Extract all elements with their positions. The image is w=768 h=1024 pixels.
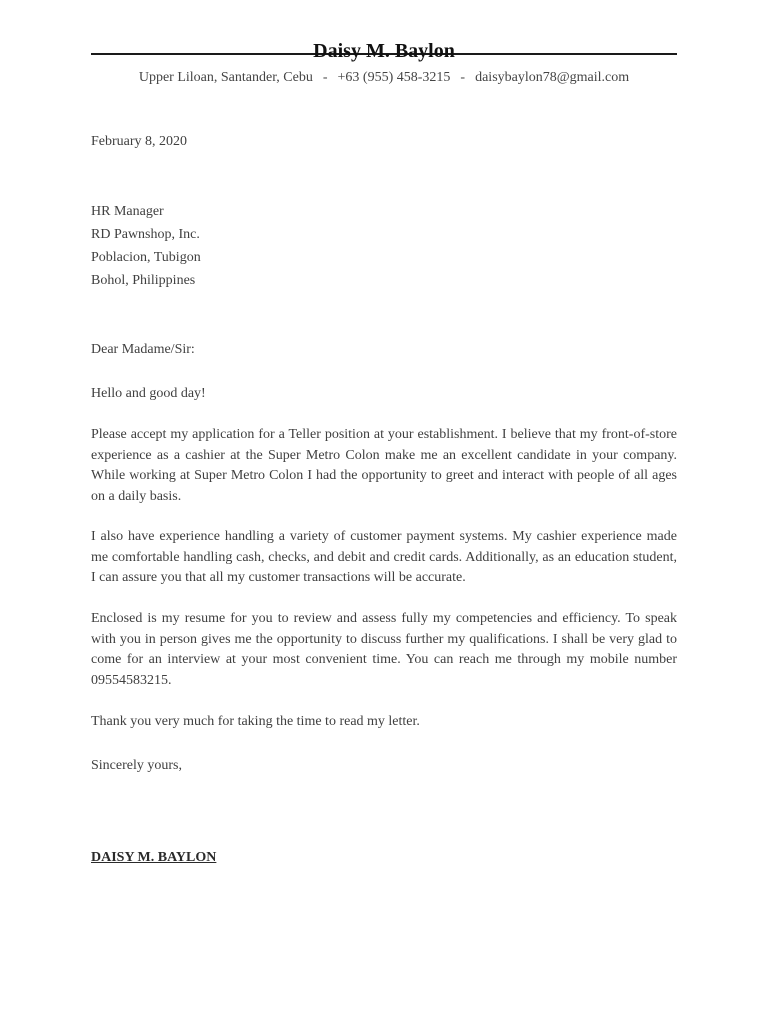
recipient-line: Poblacion, Tubigon xyxy=(91,250,201,265)
thanks-line: Thank you very much for taking the time to read my letter. xyxy=(91,714,420,729)
closing: Sincerely yours, xyxy=(91,758,182,773)
letter-date: February 8, 2020 xyxy=(91,134,188,149)
contact-separator: - xyxy=(460,70,466,85)
recipient-line: HR Manager xyxy=(91,204,164,219)
recipient-line: RD Pawnshop, Inc. xyxy=(91,227,200,242)
letterhead xyxy=(91,38,677,68)
sender-email: daisybaylon78@gmail.com xyxy=(475,70,630,85)
recipient-address xyxy=(91,200,677,292)
salutation: Dear Madame/Sir: xyxy=(91,342,195,357)
sender-name: Daisy M. Baylon xyxy=(313,40,455,62)
recipient-line: Bohol, Philippines xyxy=(91,273,196,288)
body-paragraph-3: Enclosed is my resume for you to review and assess fully my competencies and efficiency. To speak with you in person gives me the opportunity to discuss further my qualifications. I shall be very glad to come for an interview at your most convenient time. You can reach me through my mobile number 09554583215. xyxy=(91,611,677,688)
contact-line xyxy=(91,68,677,88)
sender-address: Upper Liloan, Santander, Cebu xyxy=(138,70,313,85)
contact-separator: - xyxy=(322,70,328,85)
sender-phone: +63 (955) 458-3215 xyxy=(337,70,451,85)
signature-name: DAISY M. BAYLON xyxy=(91,850,217,865)
body-paragraph-2: I also have experience handling a variety of customer payment systems. My cashier experience made me comfortable handling cash, checks, and debit and credit cards. Additionally, as an education student, I can assure you that all my customer transactions will be accurate. xyxy=(91,529,677,585)
body-paragraph-1: Please accept my application for a Teller position at your establishment. I believe that my front-of-store experience as a cashier at the Super Metro Colon make me an excellent candidate in your company. While working at Super Metro Colon I had the opportunity to greet and interact with people of all ages on a daily basis. xyxy=(91,427,677,504)
greeting: Hello and good day! xyxy=(91,386,206,401)
